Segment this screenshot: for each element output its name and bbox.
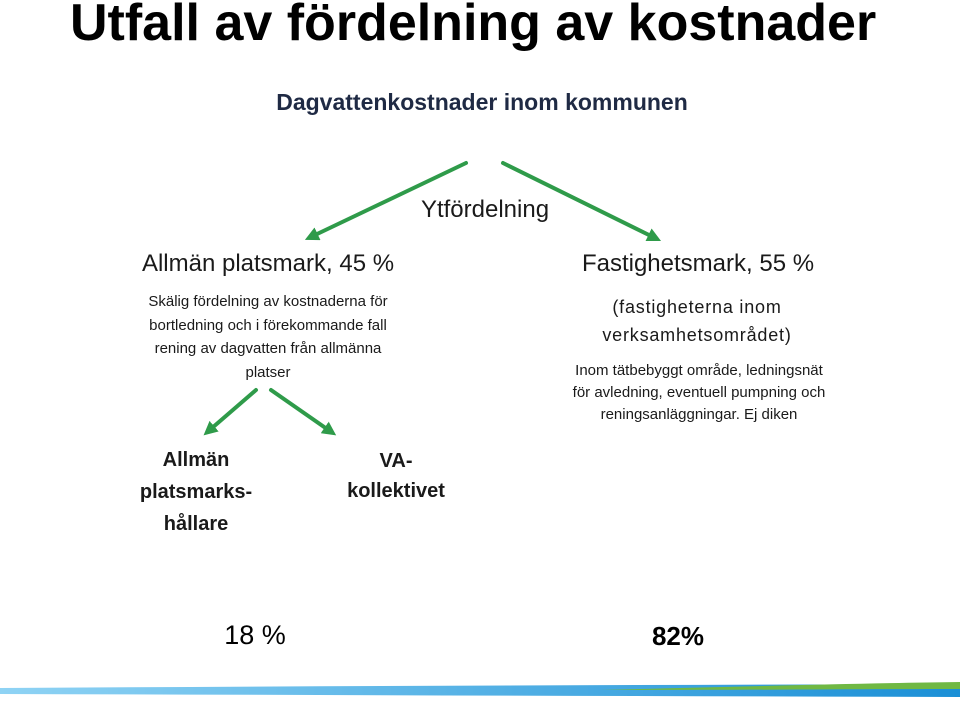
note-line: verksamhetsområdet) <box>602 325 792 345</box>
allman-platsmark-description <box>128 290 408 384</box>
description-line: platser <box>245 363 291 381</box>
leaf-allman-platsmarkshallare <box>96 444 296 540</box>
footer-green-band <box>600 682 960 690</box>
footer-blue-band <box>0 684 960 697</box>
slide-title: Utfall av fördelning av kostnader <box>70 0 877 52</box>
description-line: bortledning och i förekommande fall <box>149 316 387 334</box>
branch-heading-allman-platsmark: Allmän platsmark, 45 % <box>141 250 395 277</box>
description-line: reningsanläggningar. Ej diken <box>600 406 798 423</box>
fastighetsmark-description <box>539 360 859 426</box>
leaf-label-line: Allmän <box>162 449 230 471</box>
leaf-va-kollektivet <box>316 446 476 506</box>
note-line: (fastigheterna inom <box>612 297 782 317</box>
fastighetsmark-note <box>547 293 847 349</box>
leaf-label-line: VA- <box>379 450 413 472</box>
slide-subtitle: Dagvattenkostnader inom kommunen <box>276 89 688 115</box>
share-right-value: 82% <box>651 621 705 651</box>
description-line: Skälig fördelning av kostnaderna för <box>148 293 388 310</box>
description-line: rening av dagvatten från allmänna <box>154 340 382 357</box>
arrow-to-va-kollektivet <box>271 390 327 429</box>
description-line: för avledning, eventuell pumpning och <box>572 384 826 401</box>
arrow-to-allman-platsmarkshallare <box>212 390 256 428</box>
share-left-value: 18 % <box>224 620 286 650</box>
description-line: Inom tätbebyggt område, ledningsnät <box>575 362 823 379</box>
leaf-label-line: kollektivet <box>347 480 445 502</box>
root-node-ytfordelning: Ytfördelning <box>420 196 550 223</box>
leaf-label-line: hållare <box>163 513 229 535</box>
leaf-label-line: platsmarks- <box>139 481 253 503</box>
branch-heading-fastighetsmark: Fastighetsmark, 55 % <box>581 250 815 277</box>
